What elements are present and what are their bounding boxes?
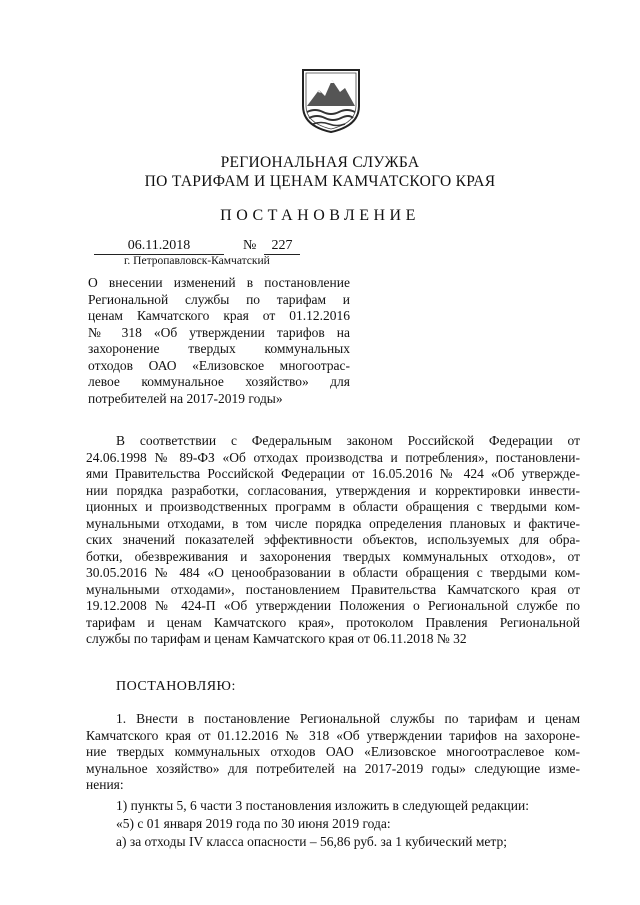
document-type: ПОСТАНОВЛЕНИЕ (220, 207, 420, 224)
preamble-line: мунальными отходами», постановлением Правительства Камчатского края от (86, 581, 580, 597)
item-line: ние твердых коммунальных отходов ОАО «Елизовское многоотраслевое ком- (86, 744, 580, 759)
preamble-paragraph (86, 433, 580, 648)
subject-line: № 318 «Об утверждении тарифов на (88, 324, 350, 340)
item-line: мунальное хозяйство» для потребителей на 2017-2019 годы» следующие изме- (86, 760, 580, 776)
preamble-line: мунальными отходами, в том числе порядка определения плановых и фактиче- (86, 515, 580, 531)
preamble-line: ционных и производственных программ в области обращения с твердыми ком- (86, 499, 580, 514)
coat-of-arms-graphic (299, 66, 363, 134)
decree-word: ПОСТАНОВЛЯЮ: (116, 679, 236, 694)
subject-line: левое коммунальное хозяйство» для (88, 374, 350, 389)
document-city: г. Петропавловск-Камчатский (124, 255, 270, 267)
subitem-line: «5) с 01 января 2019 года по 30 июня 2019 года: (116, 816, 391, 831)
preamble-line: службы по тарифам и ценам Камчатского края от 06.11.2018 № 32 (86, 631, 467, 646)
preamble-line: ями Правительства Российской Федерации от 16.05.2016 № 424 «Об утвержде- (86, 466, 580, 481)
document-date: 06.11.2018 (94, 238, 224, 255)
subject-line: ценам Камчатского края от 01.12.2016 (88, 308, 350, 323)
document-subject (88, 275, 350, 407)
number-sign: № (243, 238, 257, 253)
subject-line: отходов ОАО «Елизовское многоотрас- (88, 357, 350, 373)
subject-line: О внесении изменений в постановление (88, 275, 350, 290)
preamble-line: 24.06.1998 № 89-ФЗ «Об отходах производства и потребления», постановлени- (86, 449, 580, 465)
preamble-line: В соответствии с Федеральным законом Российской Федерации от (116, 433, 580, 448)
preamble-line: 19.12.2008 № 424-П «Об утверждении Положения о Региональной службе по (86, 598, 580, 613)
subject-line: захоронение твердых коммунальных (88, 341, 350, 356)
item-line: Камчатского края от 01.12.2016 № 318 «Об утверждении тарифов на захороне- (86, 727, 580, 743)
org-title-line2: ПО ТАРИФАМ И ЦЕНАМ КАМЧАТСКОГО КРАЯ (144, 173, 496, 190)
preamble-line: 30.05.2016 № 484 «О ценообразовании в области обращения с твердыми ком- (86, 565, 580, 580)
document-number: 227 (264, 238, 300, 255)
preamble-line: ских значений показателей эффективности объектов, используемых для обра- (86, 532, 580, 547)
preamble-line: нии порядка разработки, согласования, утверждения и корректировки инвести- (86, 482, 580, 498)
item-line: 1. Внести в постановление Региональной службы по тарифам и ценам (116, 711, 580, 726)
subject-line: потребителей на 2017-2019 годы» (88, 390, 283, 406)
item-line: нения: (86, 777, 124, 792)
preamble-line: тарифам и ценам Камчатского края», протоколом Правления Региональной (86, 614, 580, 630)
org-title-line1: РЕГИОНАЛЬНАЯ СЛУЖБА (220, 154, 420, 171)
coat-of-arms-icon (299, 66, 363, 134)
subject-line: Региональной службы по тарифам и (88, 291, 350, 307)
subitem-line: а) за отходы IV класса опасности – 56,86 руб. за 1 кубический метр; (116, 834, 507, 849)
item-1-paragraph (86, 711, 580, 794)
subitem-line: 1) пункты 5, 6 части 3 постановления изложить в следующей редакции: (116, 798, 529, 813)
preamble-line: ботки, обезвреживания и захоронения твердых коммунальных отходов», от (86, 548, 580, 564)
